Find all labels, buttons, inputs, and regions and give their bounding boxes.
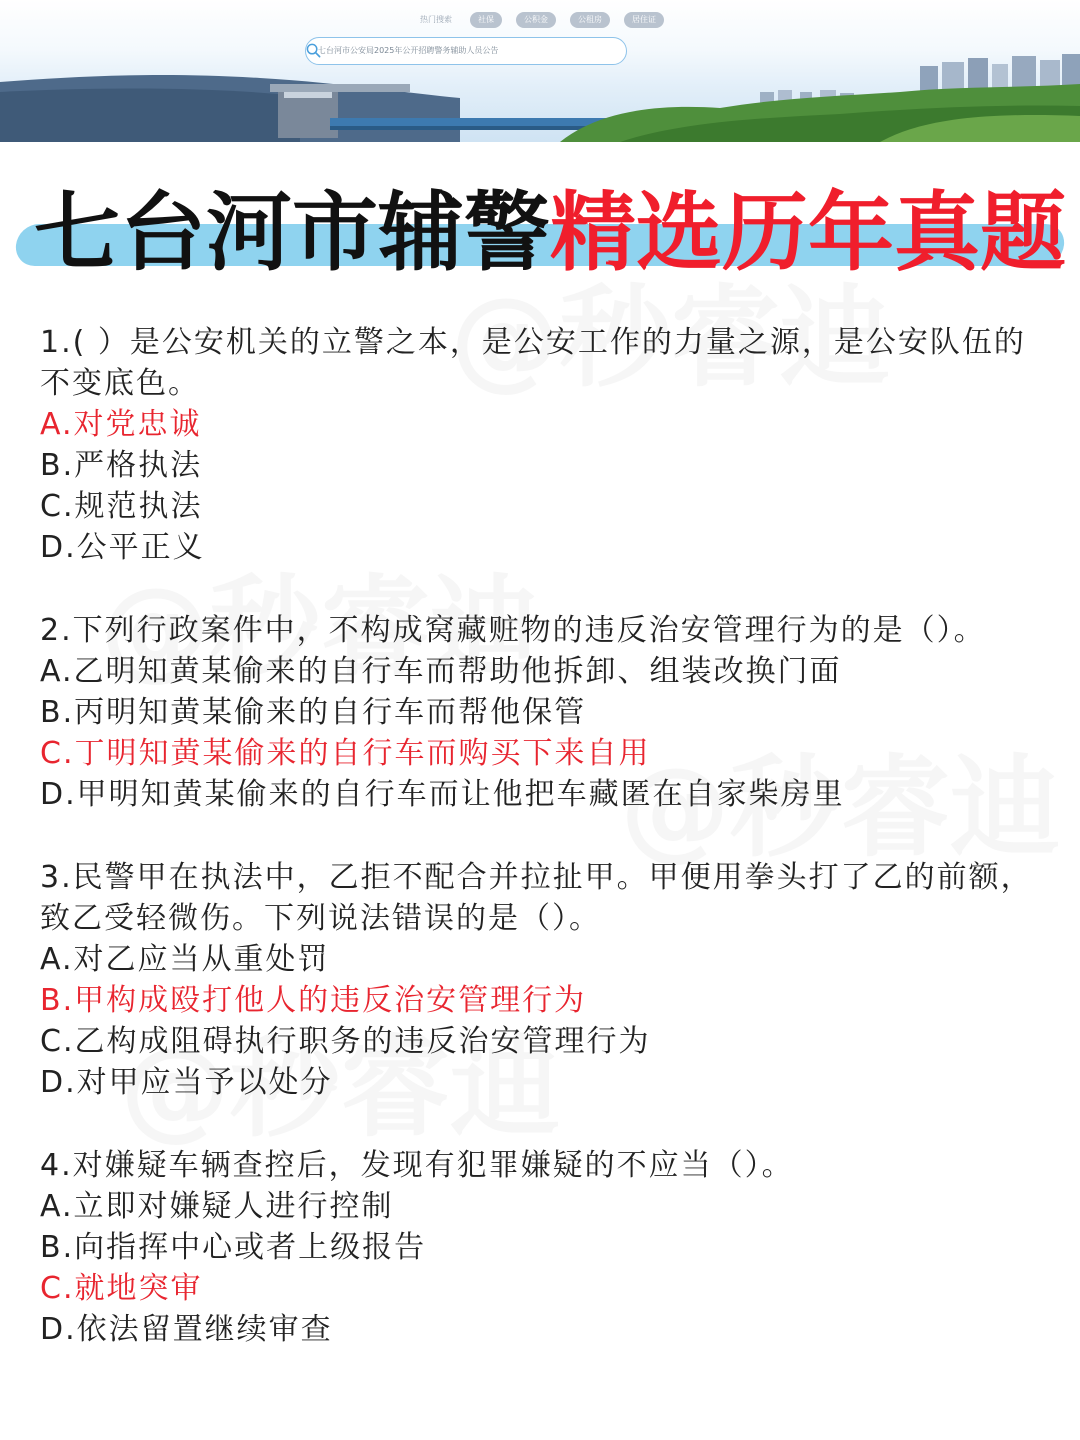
option-b: B.严格执法 [40,448,203,483]
nav-chip-public-housing[interactable]: 公租房 [570,12,610,28]
search-placeholder: 七台河市公安局2025年公开招聘警务辅助人员公告 [318,46,499,55]
page-title-block [0,178,1080,288]
question-list [40,322,1050,1392]
question-stem: 2.下列行政案件中，不构成窝藏赃物的违反治安管理行为的是（）。 [40,613,986,648]
option-a: A.对乙应当从重处罚 [40,942,330,977]
nav-chip-housing-fund[interactable]: 公积金 [516,12,556,28]
option-c: C.乙构成阻碍执行职务的违反治安管理行为 [40,1024,651,1059]
title-black-part: 七台河市辅警 [34,183,550,283]
question-4 [40,1145,1050,1350]
option-a: A.立即对嫌疑人进行控制 [40,1189,394,1224]
option-c-correct: C.丁明知黄某偷来的自行车而购买下来自用 [40,736,651,771]
question-stem: 1.( ）是公安机关的立警之本，是公安工作的力量之源，是公安队伍的不变底色。 [40,325,1026,401]
option-d: D.公平正义 [40,530,205,565]
nav-chip-residence-permit[interactable]: 居住证 [624,12,664,28]
question-1 [40,322,1050,568]
option-d: D.对甲应当予以处分 [40,1065,333,1100]
search-icon[interactable] [306,43,321,58]
hot-search-label: 热门搜索 [420,15,452,24]
option-a: A.乙明知黄某偷来的自行车而帮助他拆卸、组装改换门面 [40,654,842,689]
option-b-correct: B.甲构成殴打他人的违反治安管理行为 [40,983,587,1018]
option-b: B.向指挥中心或者上级报告 [40,1230,427,1265]
title-red-part: 精选历年真题 [550,183,1066,283]
question-stem: 3.民警甲在执法中，乙拒不配合并拉扯甲。甲便用拳头打了乙的前额，致乙受轻微伤。下列说法错误的是（）。 [40,860,1033,936]
question-2 [40,610,1050,815]
option-c-correct: C.就地突审 [40,1271,203,1306]
option-b: B.丙明知黄某偷来的自行车而帮他保管 [40,695,587,730]
header-banner [0,0,1080,142]
search-bar[interactable] [305,37,627,65]
question-3 [40,857,1050,1103]
nav-chip-social-security[interactable]: 社保 [470,12,502,28]
banner-nav [0,12,1080,28]
option-c: C.规范执法 [40,489,203,524]
option-d: D.甲明知黄某偷来的自行车而让他把车藏匿在自家柴房里 [40,777,845,812]
page-title [34,178,1066,288]
question-stem: 4.对嫌疑车辆查控后，发现有犯罪嫌疑的不应当（）。 [40,1148,794,1183]
option-a-correct: A.对党忠诚 [40,407,202,442]
option-d: D.依法留置继续审查 [40,1312,333,1347]
